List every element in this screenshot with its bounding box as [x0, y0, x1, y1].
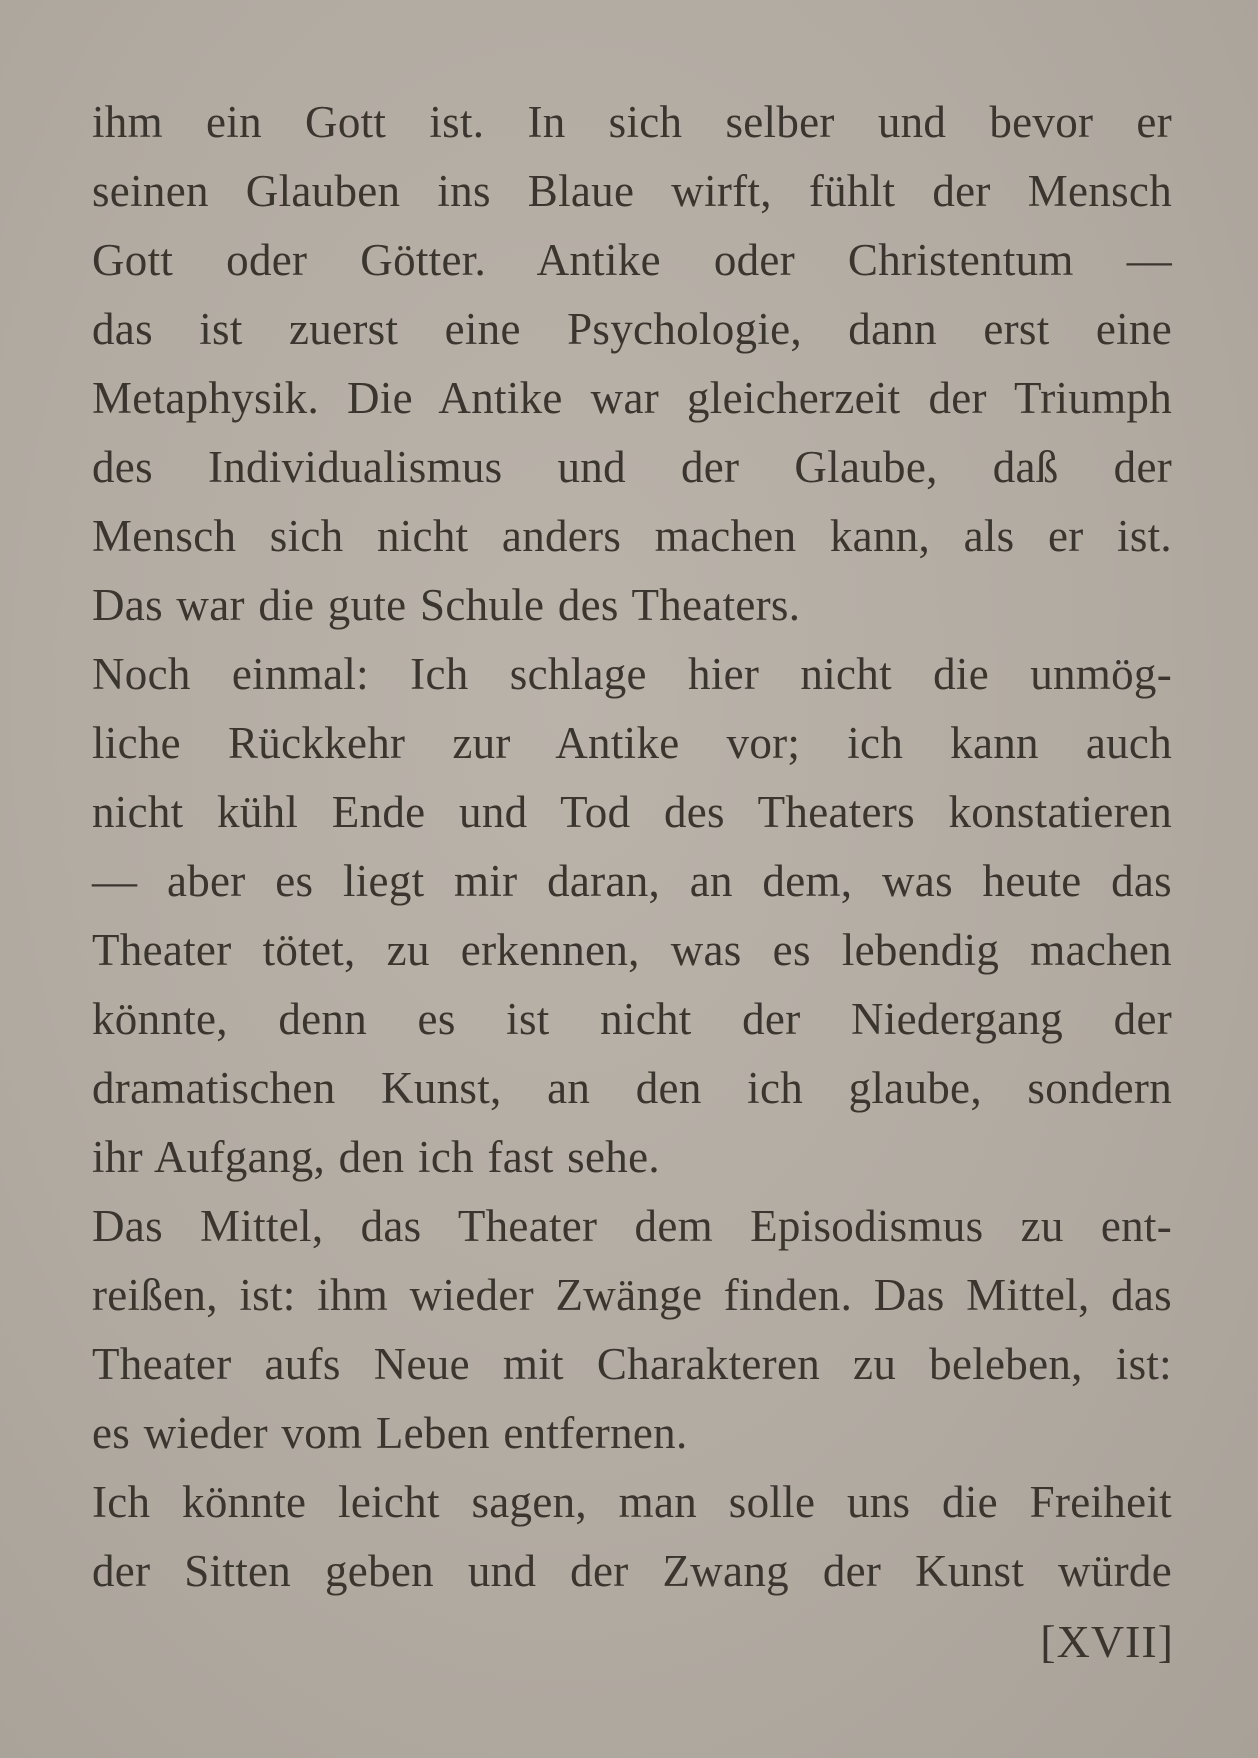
text-line: Noch einmal: Ich schlage hier nicht die unmög- [92, 649, 1172, 699]
text-line: Gott oder Götter. Antike oder Christentum — [92, 235, 1172, 285]
text-line: ihm ein Gott ist. In sich selber und bevor er [92, 97, 1172, 147]
text-line: — aber es liegt mir daran, an dem, was heute das [92, 856, 1172, 906]
text-line: nicht kühl Ende und Tod des Theaters konstatieren [92, 787, 1172, 837]
text-line: Theater tötet, zu erkennen, was es lebendig machen [92, 925, 1172, 975]
text-line: könnte, denn es ist nicht der Niedergang der [92, 994, 1172, 1044]
text-line: Das war die gute Schule des Theaters. [92, 580, 801, 630]
body-text [92, 88, 1172, 1606]
text-line: dramatischen Kunst, an den ich glaube, sondern [92, 1063, 1172, 1113]
text-line: seinen Glauben ins Blaue wirft, fühlt der Mensch [92, 166, 1172, 216]
text-line: Metaphysik. Die Antike war gleicherzeit der Triumph [92, 373, 1172, 423]
text-line: Das Mittel, das Theater dem Episodismus zu ent- [92, 1201, 1172, 1251]
text-line: ihr Aufgang, den ich fast sehe. [92, 1132, 660, 1182]
text-line: Theater aufs Neue mit Charakteren zu beleben, ist: [92, 1339, 1172, 1389]
page-number: [XVII] [1040, 1616, 1174, 1667]
text-line: liche Rückkehr zur Antike vor; ich kann auch [92, 718, 1172, 768]
text-line: der Sitten geben und der Zwang der Kunst würde [92, 1546, 1172, 1596]
text-line: reißen, ist: ihm wieder Zwänge finden. Das Mittel, das [92, 1270, 1172, 1320]
text-line: es wieder vom Leben entfernen. [92, 1408, 688, 1458]
text-line: das ist zuerst eine Psychologie, dann erst eine [92, 304, 1172, 354]
text-line: Mensch sich nicht anders machen kann, als er ist. [92, 511, 1172, 561]
text-line: Ich könnte leicht sagen, man solle uns die Freiheit [92, 1477, 1172, 1527]
text-line: des Individualismus und der Glaube, daß der [92, 442, 1172, 492]
